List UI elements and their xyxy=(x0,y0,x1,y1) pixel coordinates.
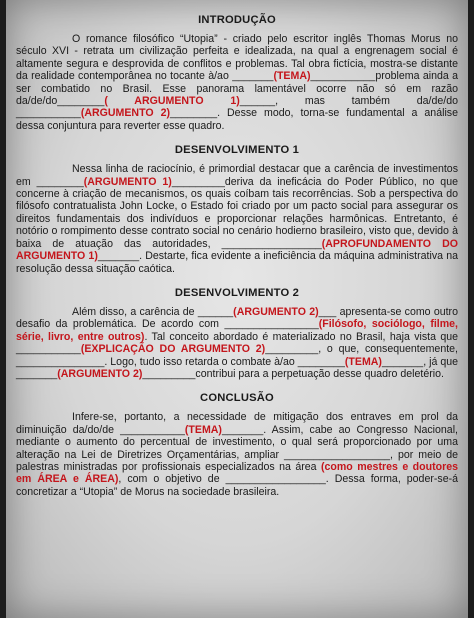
text-run: Além disso, a carência de ______ xyxy=(72,305,234,318)
section-heading: CONCLUSÃO xyxy=(200,392,274,405)
section-desenvolvimento-1 xyxy=(16,132,458,275)
section-introducao xyxy=(16,14,458,132)
placeholder-highlight: ( ARGUMENTO 1) xyxy=(104,95,240,108)
text-run: _______, já que _______ xyxy=(16,355,458,380)
text-run: _______. Assim, cabe ao Congresso Nacional, mediante o aumento do percentual de investimento, o qual será proporcionado por uma alteração na Lei de Diretrizes Orçamentárias, ampliar __________________, por meio de palestras ministradas por profissionais especializados na área xyxy=(16,423,458,473)
placeholder-highlight: (EXPLICAÇÃO DO ARGUMENTO 2) xyxy=(80,343,266,356)
section-spacer xyxy=(16,380,458,392)
section-heading: DESENVOLVIMENTO 1 xyxy=(174,144,300,157)
placeholder-highlight: (ARGUMENTO 1) xyxy=(83,175,172,188)
section-heading: DESENVOLVIMENTO 2 xyxy=(174,286,300,299)
text-run: ________. Desse modo, torna-se fundamental a análise dessa conjuntura para reverter esse quadro. xyxy=(16,107,458,132)
placeholder-highlight: (TEMA) xyxy=(344,355,382,368)
placeholder-highlight: (ARGUMENTO 2) xyxy=(233,305,319,318)
section-desenvolvimento-2 xyxy=(16,275,458,380)
text-run: _________, o que, consequentemente, _______________. Logo, tudo isso retarda o combate à/ao ________ xyxy=(16,343,458,368)
placeholder-highlight: (Filósofo, sociólogo, filme, série, livro, entre outros) xyxy=(16,318,459,343)
section-paragraph xyxy=(16,411,458,498)
document-page xyxy=(6,0,468,618)
section-paragraph xyxy=(16,33,458,132)
document-content xyxy=(16,14,458,498)
placeholder-highlight: (TEMA) xyxy=(273,70,311,83)
section-paragraph xyxy=(16,306,458,380)
section-spacer xyxy=(16,275,458,287)
text-run: _________deriva da ineficácia do Poder Público, no que concerne à criação de mecanismos, os quais coíbam tais recorrências. Sob a perspectiva do filósofo contratualista John Locke, o Estado foi criado por um pacto social para assegurar os direitos fundamentais dos indivíduos e proporcionar relações harmônicas. Entretanto, é notório o rompimento desse contrato social no cenário hodierno brasileiro, visto que, devido à baixa de atuação das autoridades, _________________ xyxy=(16,175,458,250)
placeholder-highlight: (ARGUMENTO 2) xyxy=(57,367,143,380)
placeholder-highlight: (APROFUNDAMENTO DO ARGUMENTO 1) xyxy=(16,237,458,263)
text-run: _______. Destarte, fica evidente a ineficiência da máquina administrativa na resolução dessa situação caótica. xyxy=(16,250,458,275)
text-run: Nessa linha de raciocínio, é primordial destacar que a carência de investimentos em ________ xyxy=(16,163,458,188)
section-conclusao xyxy=(16,380,458,498)
placeholder-highlight: (TEMA) xyxy=(184,423,222,436)
text-run: _________contribui para a perpetuação desse quadro deletério. xyxy=(142,367,444,380)
section-heading: INTRODUÇÃO xyxy=(198,14,276,26)
section-spacer xyxy=(16,132,458,144)
text-run: . Tal conceito abordado é materializado no Brasil, haja vista que ___________ xyxy=(16,330,459,356)
text-run: ___________problema ainda a ser combatido no Brasil. Esse panorama lamentável ocorre não só em razão da/de/do________ xyxy=(16,70,458,108)
text-run: , com o objetivo de _________________. Dessa forma, poder-se-á concretizar a “Utopia” de Morus na sociedade brasileira. xyxy=(16,473,459,498)
text-run: ______, mas também da/de/do ___________ xyxy=(16,95,458,120)
text-run: ___ apresenta-se como outro desafio da problemática. De acordo com ________________ xyxy=(16,305,458,331)
text-run: _______ xyxy=(232,70,274,83)
text-run: O romance filosófico “Utopia” - criado pelo escritor inglês Thomas Morus no século XVI - retrata um civilização perfeita e idealizada, na qual a engrenagem social é altamente segura e desprovida de conflitos e problemas. Tal obra fictícia, mostra-se distante da realidade contemporânea no tocante à/ao xyxy=(16,33,458,83)
placeholder-highlight: (como mestres e doutores em ÁREA e ÁREA) xyxy=(16,460,458,486)
placeholder-highlight: (ARGUMENTO 2) xyxy=(80,107,170,120)
text-run: Infere-se, portanto, a necessidade de mitigação dos entraves em prol da diminuição da/do/de ___________ xyxy=(16,411,458,436)
section-paragraph xyxy=(16,163,458,275)
